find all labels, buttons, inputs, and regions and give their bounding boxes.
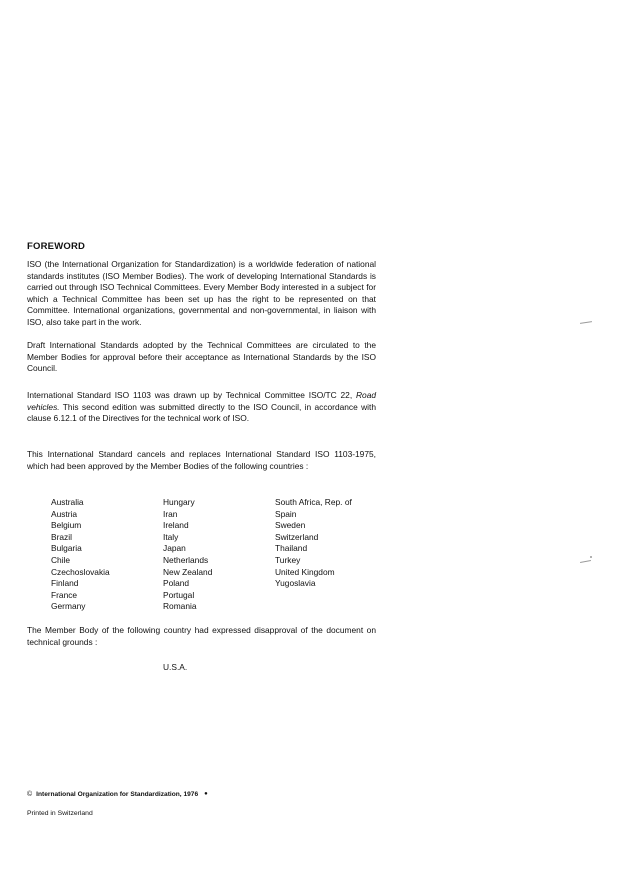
scan-mark xyxy=(580,321,592,324)
country-item: Turkey xyxy=(275,554,301,565)
country-item: Spain xyxy=(275,508,297,519)
p3-text-after: This second edition was submitted directly to the ISO Council, in accordance with clause 6.12.1 of the Directives for the technical work of ISO. xyxy=(27,401,376,424)
country-item: New Zealand xyxy=(163,566,213,577)
country-item: Germany xyxy=(51,601,86,612)
country-item: Australia xyxy=(51,497,84,507)
country-item: France xyxy=(51,589,78,600)
country-item: Thailand xyxy=(275,543,308,554)
country-item: Chile xyxy=(51,554,71,565)
country-item: Hungary xyxy=(163,497,195,507)
country-item: Austria xyxy=(51,508,78,519)
p3-text-before: International Standard ISO 1103 was drawn up by Technical Committee ISO/TC 22, xyxy=(27,390,353,400)
disapproving-country: U.S.A. xyxy=(163,662,188,672)
country-item: Poland xyxy=(163,578,190,589)
country-column-2 xyxy=(163,497,212,613)
country-item: Romania xyxy=(163,601,197,612)
country-item: Finland xyxy=(51,578,79,589)
country-column-1 xyxy=(51,497,110,613)
country-item: Belgium xyxy=(51,520,82,531)
paragraph-iso-intro: ISO (the International Organization for Standardization) is a worldwide federation of national standards institutes (ISO Member Bodies). The work of developing International Standards is carried out through ISO Technical Committees. Every Member Body interested in a subject for which a Technical Committee has been set up has the right to be represented on that Committee. International organizations, governmental and non-governmental, in liaison with ISO, also take part in the work. xyxy=(27,259,376,327)
paragraph-disapproval: The Member Body of the following country had expressed disapproval of the document on technical grounds : xyxy=(27,625,376,647)
foreword-heading: FOREWORD xyxy=(27,241,86,252)
copyright-symbol: © xyxy=(27,791,33,798)
country-item: Ireland xyxy=(163,520,189,531)
country-item: Netherlands xyxy=(163,554,209,565)
country-column-3 xyxy=(275,497,352,590)
country-item: Czechoslovakia xyxy=(51,566,110,577)
country-item: Portugal xyxy=(163,589,195,600)
country-item: South Africa, Rep. of xyxy=(275,497,352,507)
scan-mark xyxy=(590,556,592,558)
country-item: Italy xyxy=(163,531,179,542)
country-item: Brazil xyxy=(51,531,72,542)
country-item: Bulgaria xyxy=(51,543,82,554)
country-item: Sweden xyxy=(275,520,306,531)
paragraph-draft-standards: Draft International Standards adopted by the Technical Committees are circulated to the Member Bodies for approval before their acceptance as International Standards by the ISO Council. xyxy=(27,340,376,374)
committee-title: Road vehicles. xyxy=(27,390,377,412)
printed-in-note: Printed in Switzerland xyxy=(27,810,93,817)
country-item: Switzerland xyxy=(275,531,319,542)
copyright-text: International Organization for Standardization, 1976 xyxy=(36,791,199,798)
country-item: Iran xyxy=(163,508,178,519)
paragraph-iso-1103 xyxy=(27,390,376,425)
copyright-line xyxy=(27,790,208,799)
bullet-icon: ● xyxy=(204,791,208,797)
scan-mark xyxy=(580,560,591,563)
country-item: Yugoslavia xyxy=(275,578,316,589)
paragraph-cancels-replaces: This International Standard cancels and replaces International Standard ISO 1103-1975, which had been approved by the Member Bodies of the following countries : xyxy=(27,449,376,471)
country-item: Japan xyxy=(163,543,186,554)
country-item: United Kingdom xyxy=(275,566,335,577)
